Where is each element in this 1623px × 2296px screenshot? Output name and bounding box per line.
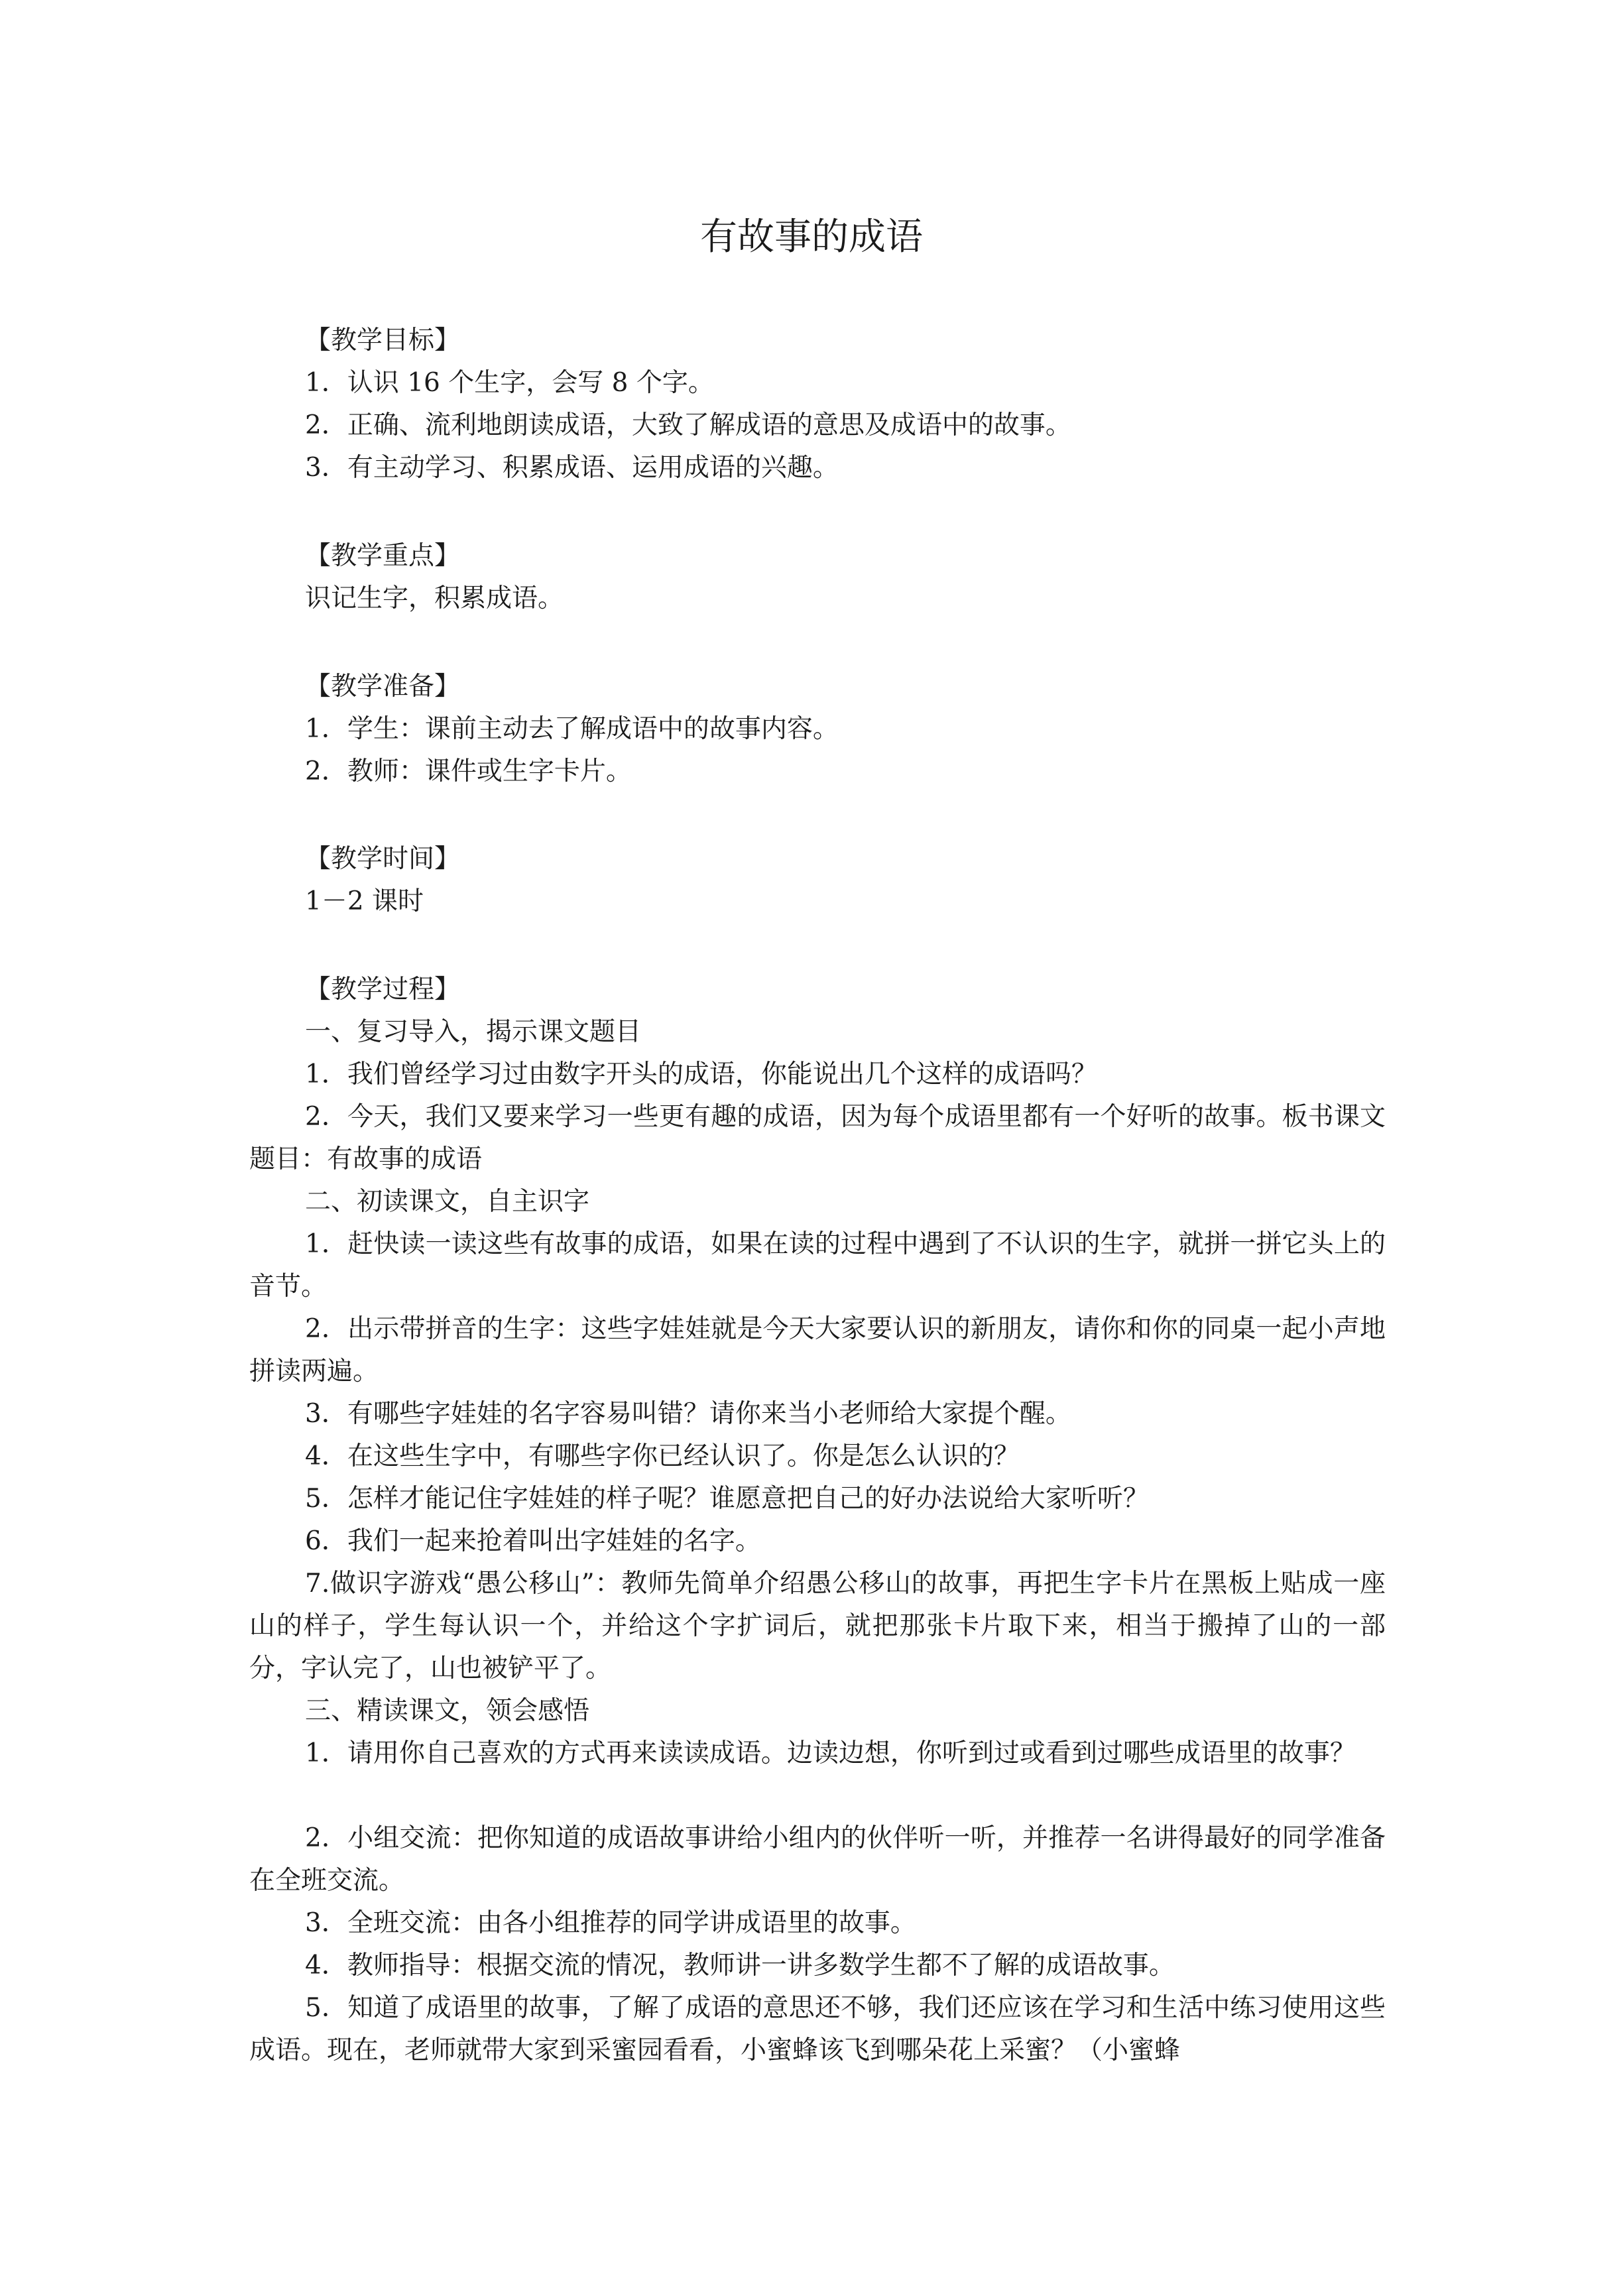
page-title: 有故事的成语 — [700, 215, 923, 259]
section-heading-process: 【教学过程】 — [305, 975, 461, 1004]
focus-text: 识记生字，积累成语。 — [305, 583, 564, 613]
prep-item: 1．学生：课前主动去了解成语中的故事内容。 — [305, 714, 839, 744]
process-item: 2．出示带拼音的生字：这些字娃娃就是今天大家要认识的新朋友，请你和你的同桌一起小声地拼读两遍。 — [249, 1314, 1386, 1386]
process-item: 5．知道了成语里的故事，了解了成语的意思还不够，我们还应该在学习和生活中练习使用这些成语。现在，老师就带大家到采蜜园看看，小蜜蜂该飞到哪朵花上采蜜？（小蜜蜂 — [249, 1993, 1386, 2065]
process-item: 1．赶快读一读这些有故事的成语，如果在读的过程中遇到了不认识的生字，就拼一拼它头上的音节。 — [249, 1229, 1386, 1301]
goal-item: 2．正确、流利地朗读成语，大致了解成语的意思及成语中的故事。 — [305, 410, 1071, 440]
process-part-heading: 三、精读课文，领会感悟 — [305, 1696, 590, 1726]
process-item: 1．请用你自己喜欢的方式再来读读成语。边读边想，你听到过或看到过哪些成语里的故事？ — [305, 1738, 1356, 1768]
section-heading-focus: 【教学重点】 — [305, 541, 461, 571]
time-text: 1－2 课时 — [305, 886, 424, 916]
goal-item: 3．有主动学习、积累成语、运用成语的兴趣。 — [305, 453, 839, 483]
process-item: 1．我们曾经学习过由数字开头的成语，你能说出几个这样的成语吗？ — [305, 1059, 1097, 1089]
process-item: 2．今天，我们又要来学习一些更有趣的成语，因为每个成语里都有一个好听的故事。板书课文题目：有故事的成语 — [249, 1102, 1386, 1174]
process-item: 7.做识字游戏“愚公移山”：教师先简单介绍愚公移山的故事，再把生字卡片在黑板上贴成一座山的样子，学生每认识一个，并给这个字扩词后，就把那张卡片取下来，相当于搬掉了山的一部分，字认完了，山也被铲平了。 — [249, 1569, 1386, 1683]
process-item: 2．小组交流：把你知道的成语故事讲给小组内的伙伴听一听，并推荐一名讲得最好的同学准备在全班交流。 — [249, 1823, 1386, 1896]
process-part-heading: 二、初读课文，自主识字 — [305, 1187, 590, 1217]
process-part-heading: 一、复习导入，揭示课文题目 — [305, 1017, 642, 1047]
section-heading-goals: 【教学目标】 — [305, 326, 461, 355]
prep-item: 2．教师：课件或生字卡片。 — [305, 756, 632, 786]
process-item: 5．怎样才能记住字娃娃的样子呢？谁愿意把自己的好办法说给大家听听？ — [305, 1484, 1149, 1514]
process-item: 4．在这些生字中，有哪些字你已经认识了。你是怎么认识的？ — [305, 1441, 1020, 1471]
goal-item: 1．认识 16 个生字，会写 8 个字。 — [305, 368, 714, 398]
process-item: 3．全班交流：由各小组推荐的同学讲成语里的故事。 — [305, 1908, 916, 1938]
section-heading-time: 【教学时间】 — [305, 844, 461, 874]
section-heading-prep: 【教学准备】 — [305, 672, 461, 701]
process-item: 6．我们一起来抢着叫出字娃娃的名字。 — [305, 1526, 761, 1556]
process-item: 4．教师指导：根据交流的情况，教师讲一讲多数学生都不了解的成语故事。 — [305, 1951, 1175, 1980]
process-item: 3．有哪些字娃娃的名字容易叫错？请你来当小老师给大家提个醒。 — [305, 1399, 1071, 1429]
